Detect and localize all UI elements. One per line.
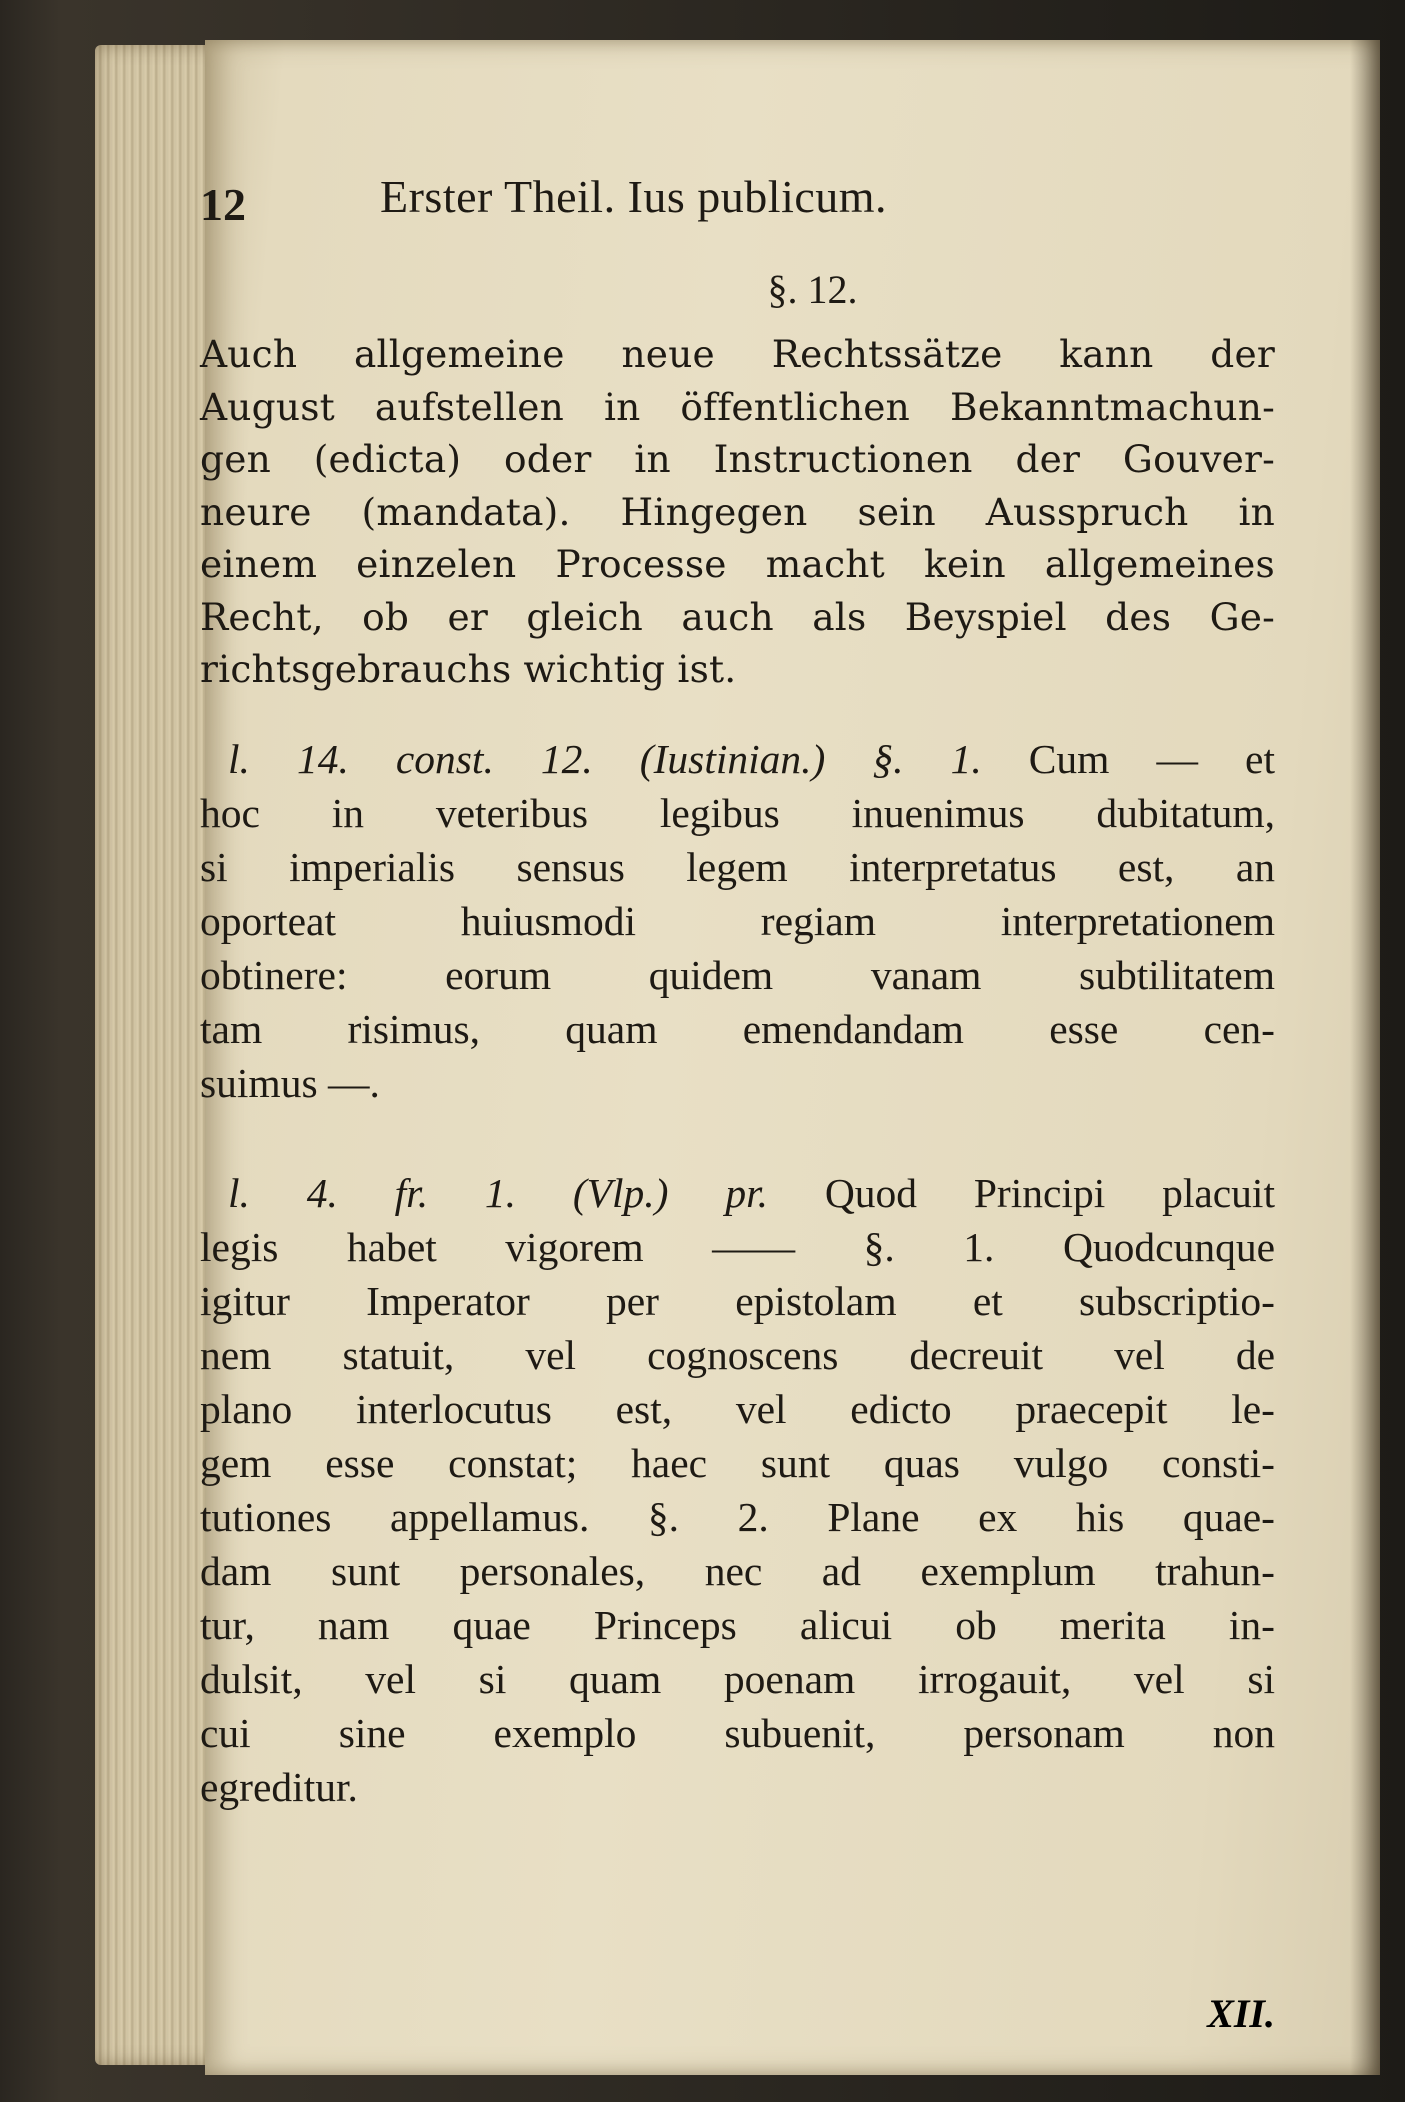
paragraph-german xyxy=(200,328,1275,696)
text-line: neure (mandata). Hingegen sein Ausspruch in xyxy=(200,489,1275,534)
text-line: nem statuit, vel cognoscens decreuit vel de xyxy=(200,1331,1275,1378)
section-heading: §. 12. xyxy=(767,267,858,312)
text-line: gem esse constat; haec sunt quas vulgo consti- xyxy=(200,1439,1275,1486)
text-line xyxy=(200,732,1275,786)
text-line: si imperialis sensus legem interpretatus est, an xyxy=(200,843,1275,890)
text-line: Auch allgemeine neue Rechtssätze kann der xyxy=(200,332,1275,376)
text-line: tutiones appellamus. §. 2. Plane ex his quae- xyxy=(200,1493,1275,1540)
text-line: August aufstellen in öffentlichen Bekanntmachun- xyxy=(200,384,1275,429)
running-title: Erster Theil. Ius publicum. xyxy=(380,171,888,222)
text-block xyxy=(200,170,1275,1814)
text-line: dam sunt personales, nec ad exemplum trahun- xyxy=(200,1547,1275,1594)
citation-text: Quod Principi placuit xyxy=(824,1169,1275,1216)
text-line: richtsgebrauchs wichtig ist. xyxy=(200,647,737,691)
text-line: plano interlocutus est, vel edicto praecepit le- xyxy=(200,1385,1275,1432)
paragraph-latin-1 xyxy=(200,732,1275,1110)
page-number: 12 xyxy=(200,179,246,230)
text-line: Recht, ob er gleich auch als Beyspiel des Ge- xyxy=(200,594,1275,639)
text-line: legis habet vigorem —— §. 1. Quodcunque xyxy=(200,1223,1275,1270)
text-line: cui sine exemplo subuenit, personam non xyxy=(200,1709,1275,1756)
citation-text: Cum — et xyxy=(1028,735,1275,782)
text-line xyxy=(200,1166,1275,1220)
catchword: XII. xyxy=(1207,1991,1275,2036)
text-line: oporteat huiusmodi regiam interpretationem xyxy=(200,897,1275,944)
paragraph-latin-2 xyxy=(200,1166,1275,1814)
text-line: einem einzelen Processe macht kein allgemeines xyxy=(200,542,1275,586)
text-line: suimus —. xyxy=(200,1059,380,1106)
citation: l. 4. fr. 1. (Vlp.) pr. xyxy=(228,1169,768,1216)
text-line: dulsit, vel si quam poenam irrogauit, vel si xyxy=(200,1655,1275,1702)
text-line: egreditur. xyxy=(200,1763,358,1810)
text-line: tur, nam quae Princeps alicui ob merita in- xyxy=(200,1601,1275,1648)
gutter-shadow xyxy=(1350,40,1380,2075)
text-line: igitur Imperator per epistolam et subscriptio- xyxy=(200,1277,1275,1324)
text-line: hoc in veteribus legibus inuenimus dubitatum, xyxy=(200,789,1275,836)
citation: l. 14. const. 12. (Iustinian.) §. 1. xyxy=(228,735,982,782)
text-line: gen (edicta) oder in Instructionen der Gouver- xyxy=(200,437,1275,481)
text-line: obtinere: eorum quidem vanam subtilitatem xyxy=(200,951,1275,998)
running-header xyxy=(200,170,1275,250)
text-line: tam risimus, quam emendandam esse cen- xyxy=(200,1005,1275,1052)
